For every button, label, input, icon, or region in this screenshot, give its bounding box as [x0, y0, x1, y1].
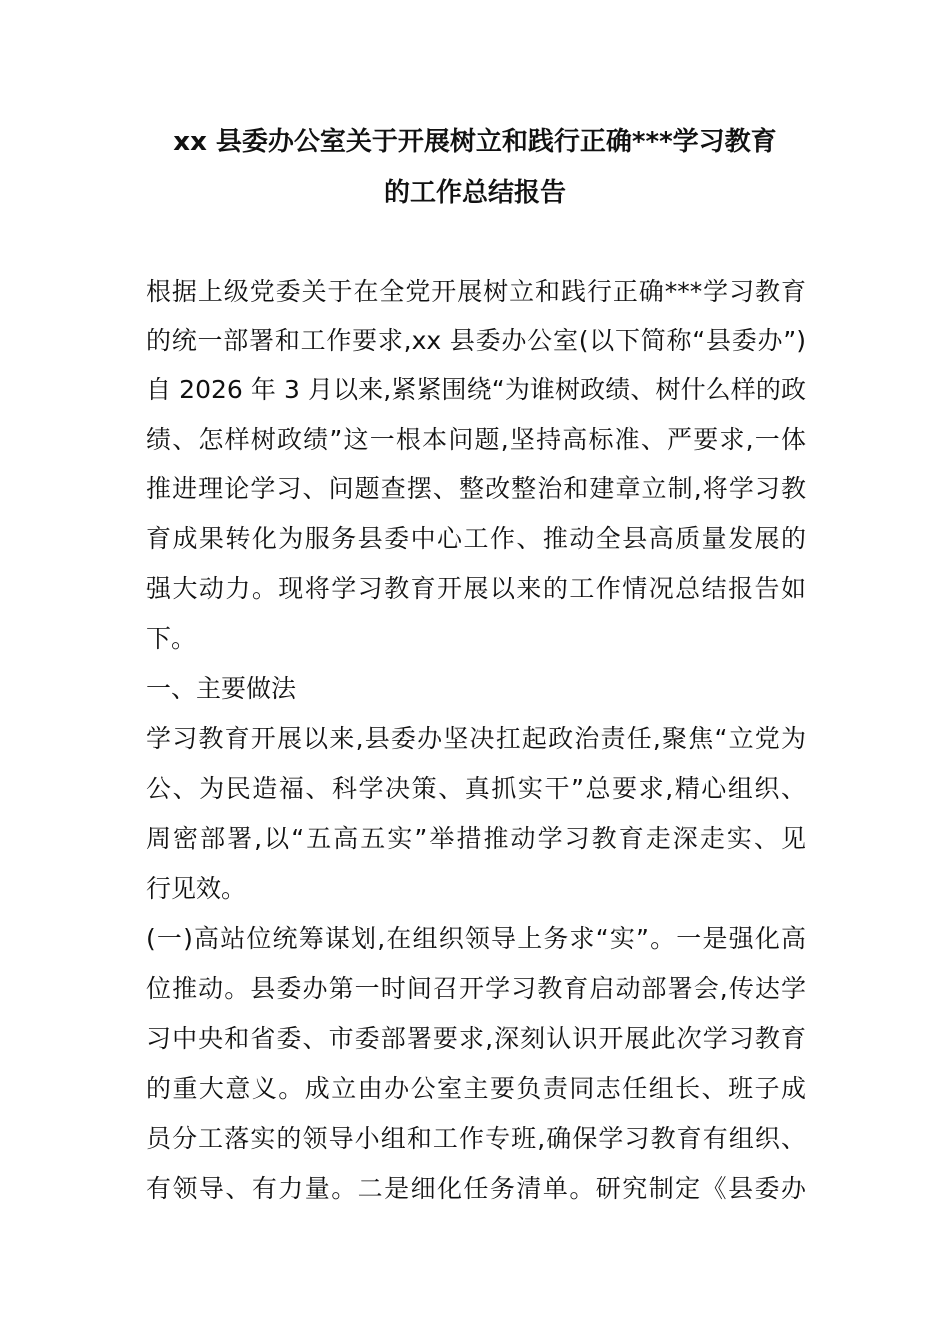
body-line-5: 推进理论学习、问题查摆、整改整治和建章立制,将学习教	[146, 474, 806, 503]
body-line-11: 公、为民造福、科学决策、真抓实干”总要求,精心组织、	[146, 774, 806, 803]
body-line-2: 的统一部署和工作要求,xx 县委办公室(以下简称“县委办”)	[146, 326, 806, 355]
body-line-19: 有领导、有力量。二是细化任务清单。研究制定《县委办	[146, 1174, 806, 1203]
document-title-line-2: 的工作总结报告	[383, 178, 566, 208]
body-line-10: 学习教育开展以来,县委办坚决扛起政治责任,聚焦“立党为	[146, 724, 806, 753]
body-line-7: 强大动力。现将学习教育开展以来的工作情况总结报告如	[146, 574, 806, 603]
body-line-15: 位推动。县委办第一时间召开学习教育启动部署会,传达学	[146, 974, 806, 1003]
body-line-3: 自 2026 年 3 月以来,紧紧围绕“为谁树政绩、树什么样的政	[146, 375, 806, 404]
section-heading-main-practices: 一、主要做法	[146, 674, 297, 703]
body-line-13: 行见效。	[146, 874, 247, 903]
body-line-17: 的重大意义。成立由办公室主要负责同志任组长、班子成	[146, 1074, 806, 1103]
body-line-8: 下。	[146, 624, 197, 653]
body-line-4: 绩、怎样树政绩”这一根本问题,坚持高标准、严要求,一体	[146, 425, 806, 454]
document-title-line-1: xx 县委办公室关于开展树立和践行正确***学习教育	[173, 127, 777, 157]
body-line-6: 育成果转化为服务县委中心工作、推动全县高质量发展的	[146, 524, 806, 553]
body-line-14: (一)高站位统筹谋划,在组织领导上务求“实”。一是强化高	[146, 924, 806, 953]
body-line-12: 周密部署,以“五高五实”举措推动学习教育走深走实、见	[146, 824, 806, 853]
body-line-1: 根据上级党委关于在全党开展树立和践行正确***学习教育	[146, 277, 806, 306]
body-line-16: 习中央和省委、市委部署要求,深刻认识开展此次学习教育	[146, 1024, 806, 1053]
body-line-18: 员分工落实的领导小组和工作专班,确保学习教育有组织、	[146, 1124, 806, 1153]
